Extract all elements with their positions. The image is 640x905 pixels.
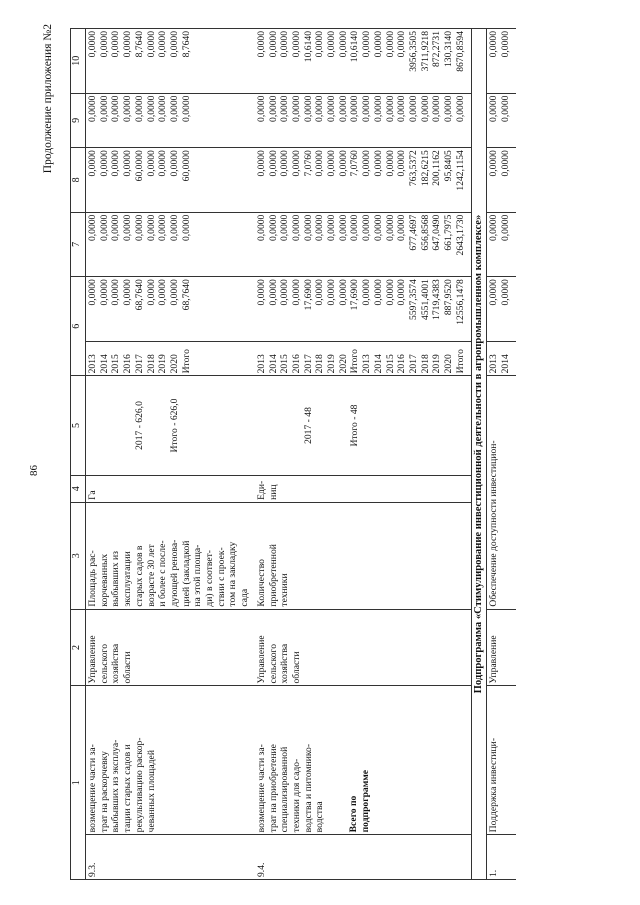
- unit: Га: [86, 475, 255, 502]
- indicator: Площадь рас- корчеванных выбывших из эксплуатации старых садов в возрасте 30 лет и более с после- дующей ренова- цией (закладкой на этой площа- ди) в соответ- ствии с проек- том на закладку сада: [86, 502, 255, 609]
- col-head-10: 10: [71, 29, 86, 94]
- activity-name: возмещение части за- трат на раскорчевку выбывших из эксплуа- тации старых садов и рекультивацию раскор- чеванных площадей: [86, 686, 255, 835]
- executor: Управление сельского хозяйства области: [86, 609, 255, 686]
- rotated-page: [40, 10, 640, 900]
- funding-col-7: 0,0000 0,0000 0,0000 0,0000 0,0000 0,0000 0,0000 0,0000 0,0000 0,0000 0,0000 0,0000 0,0000 677,4697 656,8568 647,0490 661,7975 2643,1730: [255, 212, 471, 277]
- col-head-9: 9: [71, 93, 86, 148]
- activity-cell: [255, 686, 471, 835]
- funding-col-10: 0,0000 0,0000 0,0000 0,0000 10,6140 0,0000 0,0000 0,0000 10,6140 0,0000 0,0000 0,0000 0,0000 3956,3505 3711,9218 872,2731 130,3140 8670,8594: [255, 29, 471, 94]
- subprogram-title-row: [471, 29, 487, 880]
- activity-name: возмещение части за- трат на приобретение специализированной техники для садо- водства и питомнико- водства: [255, 743, 326, 833]
- total-funding: 0,0000 0,0000 0,0000 0,0000 68,7640 0,0000 0,0000 0,0000 68,7640: [86, 277, 255, 342]
- subprogram-title: Подпрограмма «Стимулирование инвестиционной деятельности в агропромышленном комплексе»: [471, 29, 487, 880]
- total-funding: 0,0000 0,0000: [487, 277, 516, 342]
- years: 2013 2014 2015 2016 2017 2018 2019 2020 Итого: [86, 341, 255, 376]
- col-head-8: 8: [71, 148, 86, 213]
- row-number: 9.3.: [86, 835, 255, 880]
- executor: Управление сельского хозяйства области: [255, 609, 471, 686]
- target-value: 2017 - 626,0 Итого - 626,0: [86, 376, 255, 475]
- appendix-continuation-note: Продолжение приложения №2: [42, 24, 54, 174]
- years: 2013 2014: [487, 341, 516, 376]
- table-row: [487, 29, 516, 880]
- subprogram-total-label: Всего по подпрограмме: [348, 769, 371, 833]
- col-head-4: 4: [71, 475, 86, 502]
- row-number: 1.: [487, 835, 516, 880]
- row-number: 9.4.: [255, 835, 471, 880]
- table-row: [86, 29, 255, 880]
- col-head-5: 5: [71, 376, 86, 475]
- col-head-7: 7: [71, 212, 86, 277]
- target-value: 2017 - 48 Итого - 48: [255, 376, 471, 475]
- total-funding: 0,0000 0,0000 0,0000 0,0000 17,6900 0,0000 0,0000 0,0000 17,6900 0,0000 0,0000 0,0000 0,0000 5597,3574 4551,4001 1719,4383 887,9520 12556,1478: [255, 277, 471, 342]
- years: 2013 2014 2015 2016 2017 2018 2019 2020 Итого 2013 2014 2015 2016 2017 2018 2019 2020 Итого: [255, 341, 471, 376]
- indicator: Количество приобретенной техники: [255, 502, 471, 609]
- funding-col-10: 0,0000 0,0000 0,0000 0,0000 8,7640 0,0000 0,0000 0,0000 8,7640: [86, 29, 255, 94]
- funding-col-10: 0,0000 0,0000: [487, 29, 516, 94]
- funding-col-9: 0,0000 0,0000 0,0000 0,0000 0,0000 0,0000 0,0000 0,0000 0,0000: [86, 93, 255, 148]
- unit: Еди- ниц: [255, 475, 471, 502]
- funding-col-8: 0,0000 0,0000: [487, 148, 516, 213]
- indicator: Обеспечение доступности инвестицион-: [487, 376, 516, 609]
- funding-col-8: 0,0000 0,0000 0,0000 0,0000 7,0760 0,0000 0,0000 0,0000 7,0760 0,0000 0,0000 0,0000 0,0000 763,5372 182,6215 200,1162 95,8405 1242,1154: [255, 148, 471, 213]
- col-head-3: 3: [71, 502, 86, 609]
- activity-name: Поддержка инвестици-: [487, 686, 516, 835]
- executor: Управление: [487, 609, 516, 686]
- program-table: [70, 28, 516, 880]
- funding-col-7: 0,0000 0,0000: [487, 212, 516, 277]
- table-row: [255, 29, 471, 880]
- page-number: 86: [28, 465, 40, 476]
- col-head-2: 2: [71, 609, 86, 686]
- col-head-1: 1: [71, 686, 86, 880]
- funding-col-9: 0,0000 0,0000 0,0000 0,0000 0,0000 0,0000 0,0000 0,0000 0,0000 0,0000 0,0000 0,0000 0,0000 0,0000 0,0000 0,0000 0,0000 0,0000: [255, 93, 471, 148]
- funding-col-7: 0,0000 0,0000 0,0000 0,0000 0,0000 0,0000 0,0000 0,0000 0,0000: [86, 212, 255, 277]
- funding-col-9: 0,0000 0,0000: [487, 93, 516, 148]
- funding-col-8: 0,0000 0,0000 0,0000 0,0000 60,0000 0,0000 0,0000 0,0000 60,0000: [86, 148, 255, 213]
- col-head-6: 6: [71, 277, 86, 376]
- column-number-row: [71, 29, 86, 880]
